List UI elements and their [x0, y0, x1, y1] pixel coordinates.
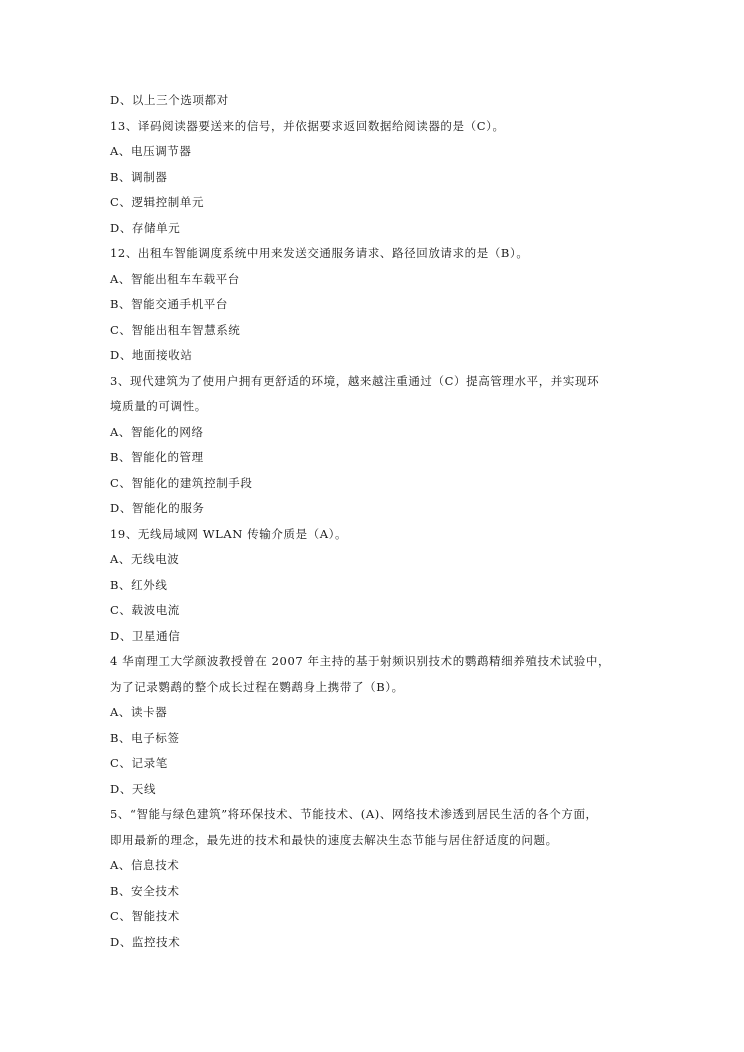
answer-option-line: B、智能交通手机平台 — [110, 297, 228, 311]
question-line: 12、出租车智能调度系统中用来发送交通服务请求、路径回放请求的是（B）。 — [110, 246, 529, 260]
answer-option-line: B、红外线 — [110, 577, 168, 592]
answer-option-line: A、信息技术 — [110, 858, 180, 872]
answer-option-line: A、智能出租车车载平台 — [110, 271, 240, 286]
question-line-continued: 即用最新的理念，最先进的技术和最快的速度去解决生态节能与居住舒适度的问题。 — [110, 832, 558, 847]
answer-option-line: D、智能化的服务 — [110, 501, 205, 515]
document-body — [110, 88, 640, 955]
answer-option-line: B、安全技术 — [110, 883, 180, 898]
answer-option-line: A、电压调节器 — [110, 144, 192, 158]
answer-option-line: D、监控技术 — [110, 934, 181, 949]
answer-option-line: B、智能化的管理 — [110, 450, 204, 464]
question-line: 13、译码阅读器要送来的信号，并依据要求返回数据给阅读器的是（C）。 — [110, 118, 505, 133]
answer-option-line: D、卫星通信 — [110, 628, 181, 643]
answer-option-line: C、智能出租车智慧系统 — [110, 322, 241, 337]
answer-option-line: C、智能技术 — [110, 909, 180, 923]
answer-option-line: C、逻辑控制单元 — [110, 195, 205, 209]
answer-option-line: C、智能化的建筑控制手段 — [110, 475, 253, 490]
answer-option-line: D、存储单元 — [110, 220, 181, 235]
answer-option-line: C、记录笔 — [110, 756, 168, 770]
answer-option-line: D、天线 — [110, 781, 157, 796]
question-line-continued: 境质量的可调性。 — [110, 399, 207, 413]
question-line: 5、“智能与绿色建筑”将环保技术、节能技术、(A)、网络技术渗透到居民生活的各个方面， — [110, 807, 598, 821]
answer-option-line: D、地面接收站 — [110, 348, 193, 362]
question-line-continued: 为了记录鹦鹉的整个成长过程在鹦鹉身上携带了（B）。 — [110, 679, 404, 694]
answer-option-line: A、读卡器 — [110, 705, 168, 719]
answer-option-line: C、载波电流 — [110, 603, 180, 617]
question-line: 3、现代建筑为了使用户拥有更舒适的环境，越来越注重通过（C）提高管理水平，并实现环 — [110, 373, 600, 388]
answer-option-line: A、智能化的网络 — [110, 424, 204, 439]
answer-option-line: D、以上三个选项都对 — [110, 93, 229, 107]
answer-option-line: B、调制器 — [110, 169, 168, 184]
answer-option-line: B、电子标签 — [110, 730, 180, 745]
question-line: 19、无线局域网 WLAN 传输介质是（A）。 — [110, 526, 348, 541]
answer-option-line: A、无线电波 — [110, 552, 180, 566]
question-line: 4 华南理工大学颜波教授曾在 2007 年主持的基于射频识别技术的鹦鹉精细养殖技术试验中， — [110, 654, 611, 668]
